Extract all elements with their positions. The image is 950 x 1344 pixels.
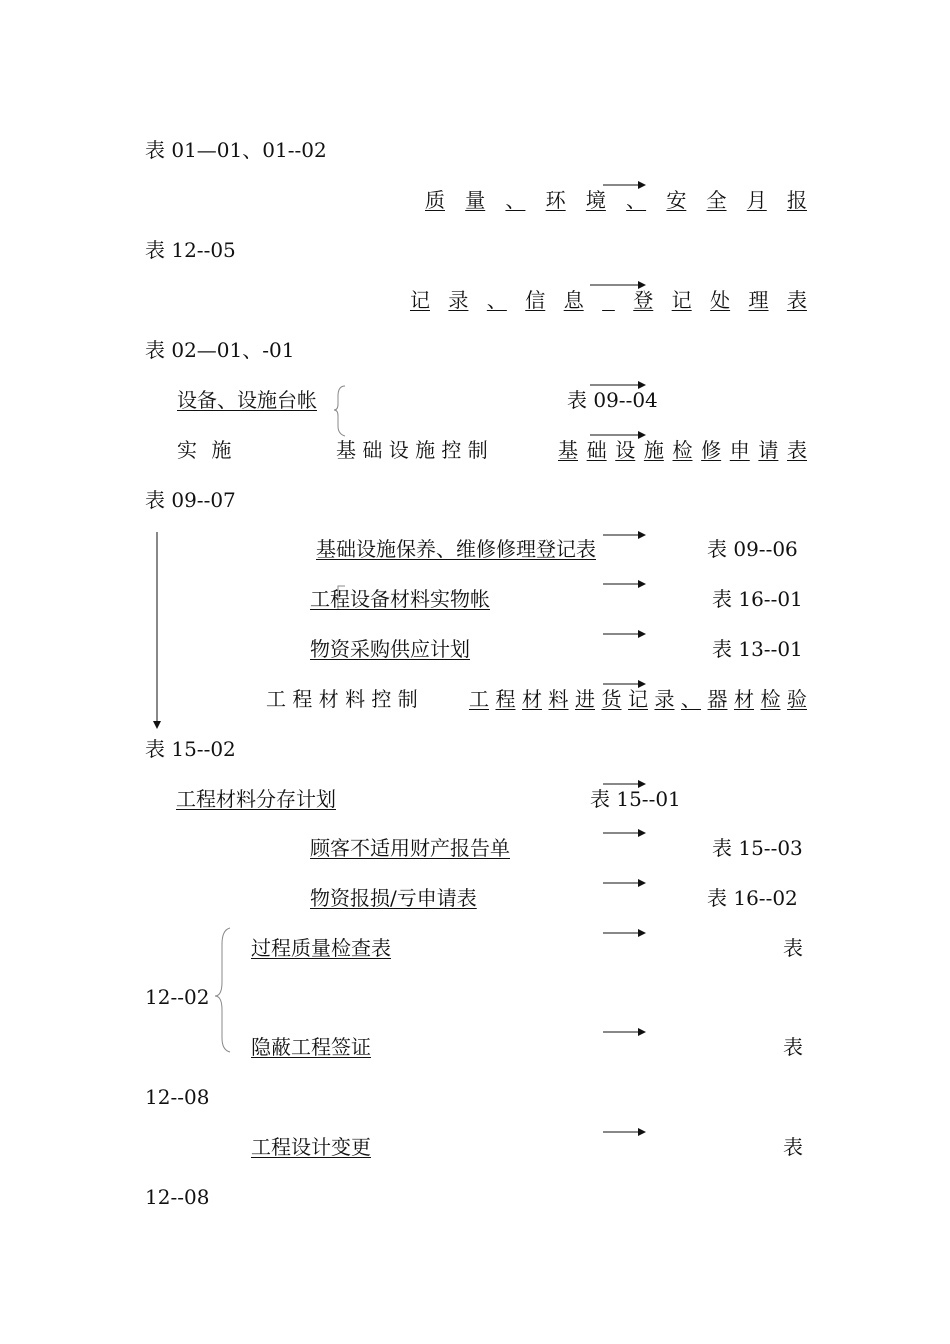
- char: 、: [505, 188, 526, 212]
- char: 申: [729, 438, 750, 462]
- form-code-12-08-b: 12--08: [145, 1185, 210, 1209]
- engineering-equipment-material-ledger: 工程设备材料实物帐: [310, 587, 490, 611]
- char: 工: [469, 687, 489, 711]
- form-code-1: 表 01—01、01--02: [145, 138, 327, 162]
- char: 检: [672, 438, 693, 462]
- char: 月: [746, 188, 767, 212]
- char: 、: [486, 288, 507, 312]
- customer-unsuitable-property-report: 顾客不适用财产报告单: [310, 836, 510, 860]
- char: 录: [654, 687, 675, 711]
- form-code-09-07: 表 09--07: [145, 488, 236, 512]
- record-info-registration-table: [410, 288, 807, 312]
- form-code-13-01: 表 13--01: [712, 637, 803, 661]
- form-code-16-01: 表 16--01: [712, 587, 803, 611]
- form-label-3: 表: [783, 1135, 803, 1159]
- char: 材: [734, 687, 754, 711]
- form-label-1: 表: [783, 936, 803, 960]
- infrastructure-maintenance-register: 基础设施保养、维修修理登记表: [316, 537, 596, 561]
- char: 、: [681, 687, 701, 711]
- char: 基: [558, 438, 578, 462]
- form-code-09-04: 表 09--04: [567, 388, 658, 412]
- material-procurement-plan: 物资采购供应计划: [310, 637, 470, 661]
- char: 请: [758, 438, 779, 462]
- char: 施: [643, 438, 664, 462]
- implementation-label: 实 施: [177, 438, 236, 462]
- form-code-15-03: 表 15--03: [712, 836, 803, 860]
- brace-1: [334, 386, 345, 436]
- char: 息: [563, 288, 584, 312]
- engineering-design-change: 工程设计变更: [251, 1135, 371, 1159]
- material-intake-inspection-record: [469, 687, 807, 711]
- brace-3: [215, 928, 230, 1052]
- char: 货: [601, 687, 622, 711]
- infrastructure-control: 基 础 设 施 控 制: [336, 438, 488, 462]
- char: 进: [575, 687, 595, 711]
- char: 验: [787, 687, 807, 711]
- char: 录: [448, 288, 469, 312]
- form-code-09-06: 表 09--06: [707, 537, 798, 561]
- form-code-15-02: 表 15--02: [145, 737, 236, 761]
- char: 报: [786, 188, 807, 212]
- char: 境: [585, 188, 606, 212]
- char: 检: [760, 687, 781, 711]
- form-code-2: 表 12--05: [145, 238, 236, 262]
- char: 、: [626, 188, 647, 212]
- char: 础: [586, 438, 607, 462]
- char: 料: [548, 687, 569, 711]
- char: 环: [545, 188, 566, 212]
- concealed-works-visa: 隐蔽工程签证: [251, 1035, 371, 1059]
- char: 信: [525, 288, 546, 312]
- material-loss-request: 物资报损/亏申请表: [310, 886, 477, 910]
- char: 表: [786, 288, 807, 312]
- char: 记: [410, 288, 430, 312]
- char: 全: [706, 188, 727, 212]
- engineering-material-control: 工 程 材 料 控 制: [266, 687, 418, 711]
- char: [602, 288, 615, 312]
- equipment-ledger: 设备、设施台帐: [177, 388, 317, 412]
- char: 记: [628, 687, 648, 711]
- char: 表: [787, 438, 807, 462]
- char: 质: [425, 188, 445, 212]
- char: 设: [615, 438, 636, 462]
- char: 程: [495, 687, 516, 711]
- char: 材: [522, 687, 542, 711]
- char: 量: [465, 188, 486, 212]
- form-code-15-01: 表 15--01: [590, 787, 681, 811]
- form-code-12-02: 12--02: [145, 985, 210, 1009]
- form-code-3: 表 02—01、-01: [145, 338, 295, 362]
- infrastructure-repair-request: [558, 438, 807, 462]
- process-quality-inspection: 过程质量检查表: [251, 936, 391, 960]
- quality-env-safety-monthly-report: [425, 188, 807, 212]
- form-label-2: 表: [783, 1035, 803, 1059]
- char: 登: [633, 288, 654, 312]
- char: 记: [671, 288, 692, 312]
- char: 安: [666, 188, 687, 212]
- char: 处: [710, 288, 731, 312]
- char: 器: [707, 687, 728, 711]
- char: 理: [748, 288, 769, 312]
- material-storage-plan: 工程材料分存计划: [176, 787, 336, 811]
- char: 修: [701, 438, 722, 462]
- form-code-16-02: 表 16--02: [707, 886, 798, 910]
- form-code-12-08-a: 12--08: [145, 1085, 210, 1109]
